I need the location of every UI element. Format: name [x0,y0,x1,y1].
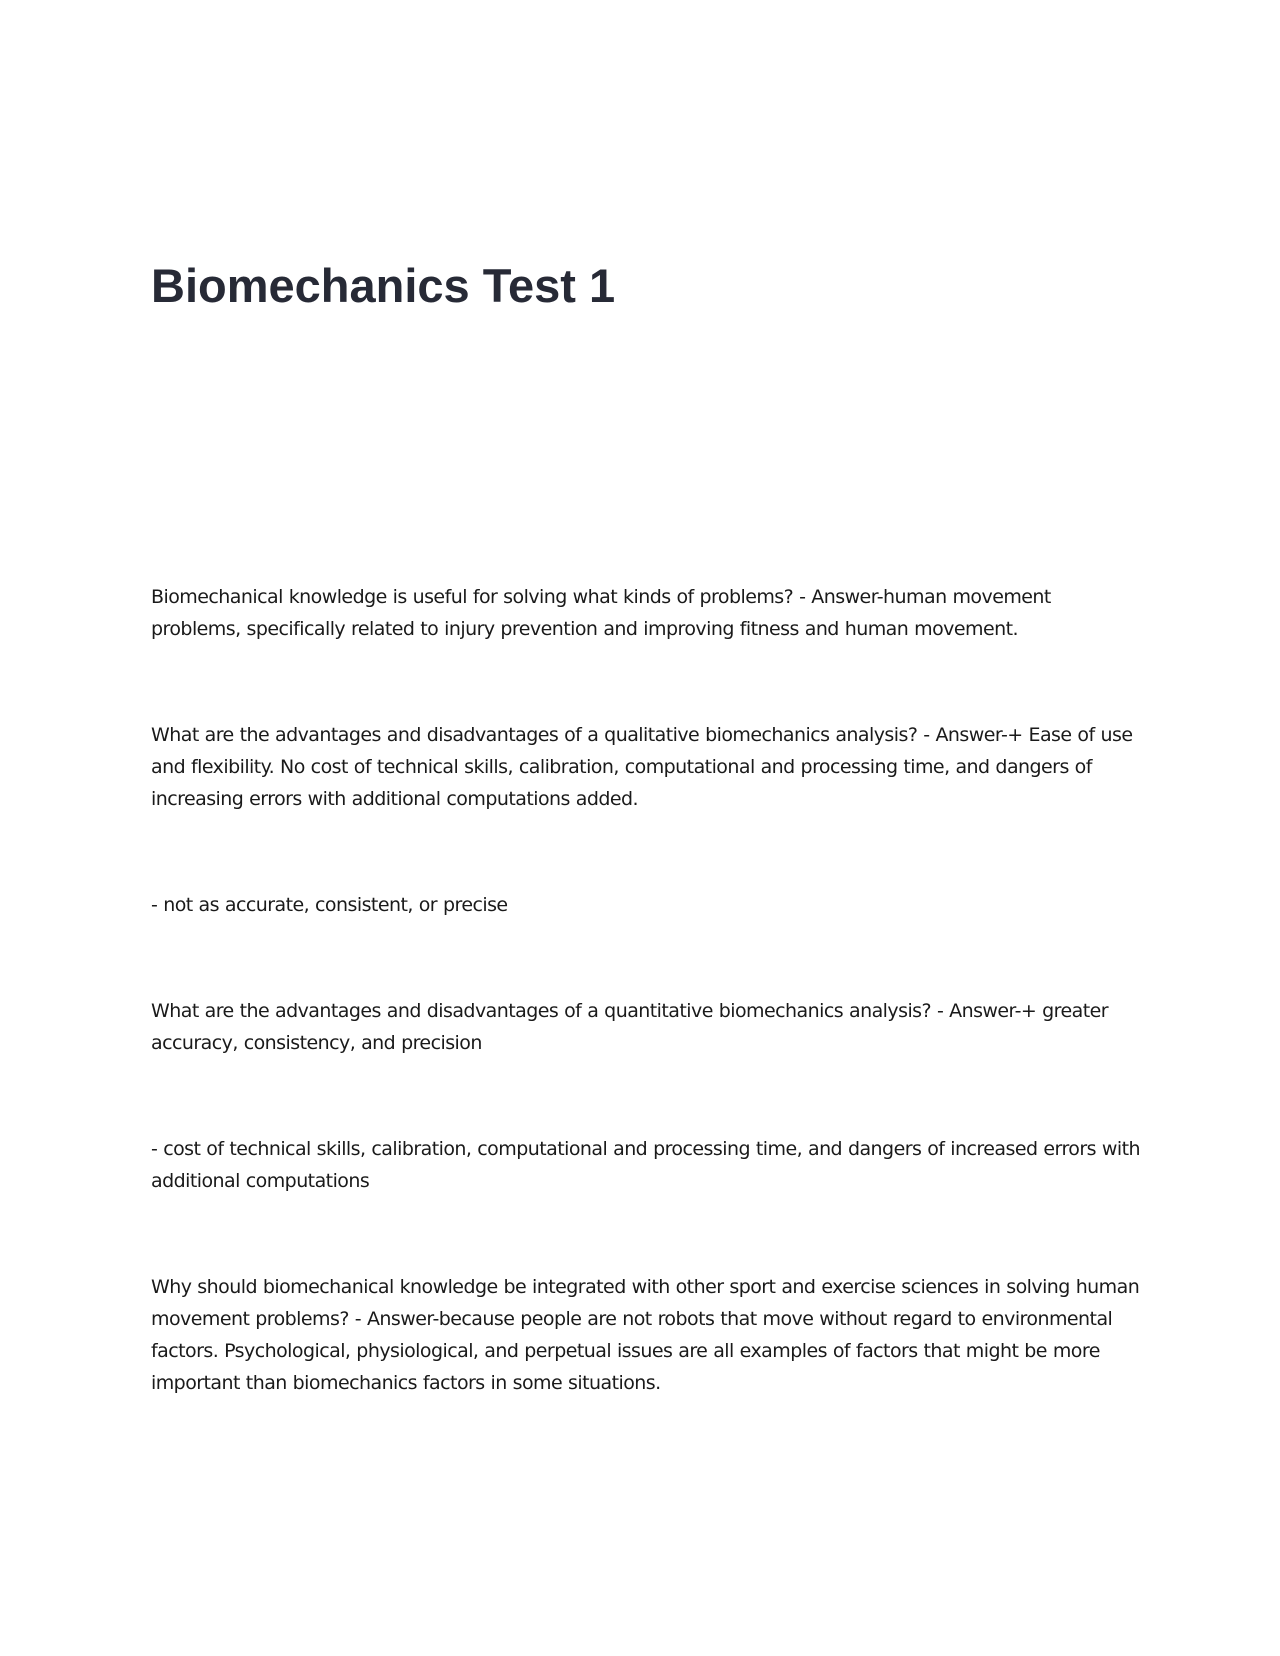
paragraph-q2-disadvantages: - not as accurate, consistent, or precise [151,894,508,916]
document-title: Biomechanics Test 1 [151,259,616,312]
paragraph-q4: Why should biomechanical knowledge be integrated with other sport and exercise sciences in solving human movement problems? - Answer-because people are not robots that move without regard to environmental factors. Psychological, physiological, and perpetual issues are all examples of factors that might be more important than biomechanics factors in some situations. [151,1276,1140,1394]
document-body [151,581,1141,1399]
paragraph-q3: What are the advantages and disadvantages of a quantitative biomechanics analysis? - Answer-+ greater accuracy, consistency, and precision [151,1000,1109,1054]
paragraph-q1: Biomechanical knowledge is useful for solving what kinds of problems? - Answer-human movement problems, specifically related to injury prevention and improving fitness and human movement. [151,586,1051,640]
paragraph-q2: What are the advantages and disadvantages of a qualitative biomechanics analysis? - Answer-+ Ease of use and flexibility. No cost of technical skills, calibration, computational and processing time, and dangers of increasing errors with additional computations added. [151,724,1133,810]
paragraph-q3-disadvantages: - cost of technical skills, calibration, computational and processing time, and dangers of increased errors with additional computations [151,1138,1140,1192]
